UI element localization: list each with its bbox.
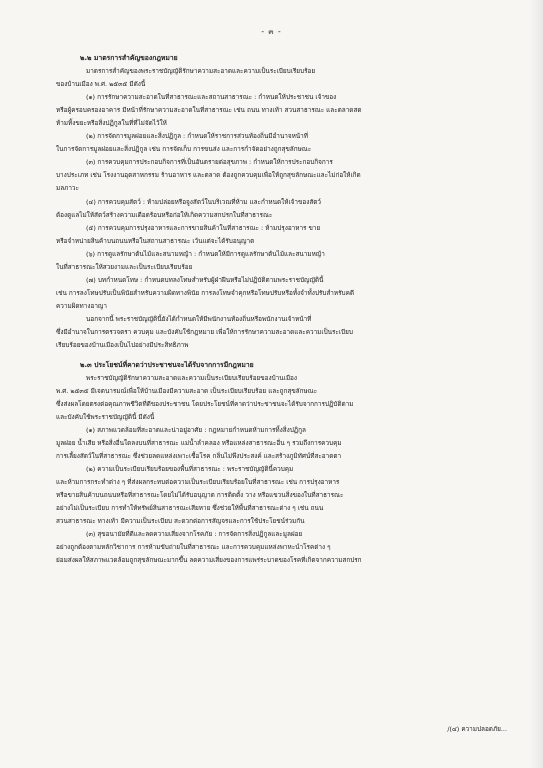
list-item-line: ย่อมส่งผลให้สภาพแวดล้อมถูกสุขลักษณะมากขึ้น ลดความเสี่ยงของการแพร่ระบาดของโรคที่เกิดจากความสกปรก [56, 556, 362, 565]
paragraph-line: พระราชบัญญัติรักษาความสะอาดและความเป็นระเบียบเรียบร้อยของบ้านเมือง [86, 373, 297, 382]
list-item-line: หรือจำหน่ายสินค้าบนถนนหรือในสถานสาธารณะ เว้นแต่จะได้รับอนุญาต [56, 236, 255, 245]
list-item-line: ต้องดูแลไม่ให้สัตว์สร้างความเดือดร้อนหรือก่อให้เกิดความสกปรกในที่สาธารณะ [56, 210, 273, 219]
list-item-line: บางประเภท เช่น โรงงานอุตสาหกรรม ร้านอาหาร และตลาด ต้องถูกควบคุมเพื่อให้ถูกสุขลักษณะและไม่ก่อให้เกิด [56, 171, 361, 180]
list-item-line: ความผิดทางอาญา [56, 301, 107, 310]
list-item-line: มลภาวะ [56, 184, 79, 193]
continuation-note: /(๔) ความปลอดภัย... [447, 725, 507, 733]
list-item-line: (๓) สุขอนามัยที่ดีและลดความเสี่ยงจากโรคภัย : การจัดการสิ่งปฏิกูลและมูลฝอย [86, 530, 303, 539]
list-item-line: (๗) บทกำหนดโทษ : กำหนดบทลงโทษสำหรับผู้ฝ่าฝืนหรือไม่ปฏิบัติตามพระราชบัญญัตินี้ [86, 275, 324, 284]
list-item-line: สวนสาธารณะ ทางเท้า มีความเป็นระเบียบ สะดวกต่อการสัญจรและการใช้ประโยชน์ร่วมกัน [56, 517, 305, 526]
paragraph-line: พ.ศ. ๒๕๓๕ มีเจตนารมณ์เพื่อให้บ้านเมืองมีความสะอาด เป็นระเบียบเรียบร้อย และถูกสุขลักษณะ [56, 386, 318, 395]
list-item-line: และห้ามการกระทำต่าง ๆ ที่ส่งผลกระทบต่อความเป็นระเบียบเรียบร้อยในที่สาธารณะ เช่น การปรุงอาหาร [56, 478, 340, 486]
paragraph-line: เรียบร้อยของบ้านเมืองเป็นไปอย่างมีประสิทธิภาพ [56, 341, 189, 350]
section-heading-2-2: ๒.๒ มาตรการสำคัญของกฎหมาย [80, 54, 178, 62]
paragraph-line: ซึ่งส่งผลโดยตรงต่อคุณภาพชีวิตที่ดีของประชาชน โดยประโยชน์ที่คาดว่าประชาชนจะได้รับจากการปฏิบัติตาม [56, 399, 354, 408]
list-item-line: เช่น การลงโทษปรับเป็นพินัยสำหรับความผิดทางพินัย การลงโทษจำคุกหรือโทษปรับหรือทั้งจำทั้งปรับสำหรับคดี [56, 288, 355, 297]
list-item-line: หรือขายสินค้าบนถนนหรือที่สาธารณะโดยไม่ได้รับอนุญาต การติดตั้ง วาง หรือแขวนสิ่งของในที่สาธารณะ [56, 491, 344, 500]
list-item-line: (๓) การควบคุมการประกอบกิจการที่เป็นอันตรายต่อสุขภาพ : กำหนดให้การประกอบกิจการ [86, 158, 333, 167]
list-item-line: (๖) การดูแลรักษาต้นไม้และสนามหญ้า : กำหนดให้มีการดูแลรักษาต้นไม้และสนามหญ้า [86, 249, 325, 258]
paragraph-line: ของบ้านเมือง พ.ศ. ๒๕๓๕ มีดังนี้ [56, 80, 146, 89]
list-item-line: (๒) ความเป็นระเบียบเรียบร้อยของพื้นที่สาธารณะ : พระราชบัญญัตินี้ควบคุม [86, 464, 294, 473]
list-item-line: การเลี้ยงสัตว์ในที่สาธารณะ ซึ่งช่วยลดแหล่งเพาะเชื้อโรค กลิ่นไม่พึงประสงค์ และสร้างภูมิทัศน์ที่สะอาดตา [56, 451, 342, 460]
page-number: - ๓ - [261, 27, 282, 36]
paragraph-line: นอกจากนี้ พระราชบัญญัตินี้ยังได้กำหนดให้มีพนักงานท้องถิ่นหรือพนักงานเจ้าหน้าที่ [86, 314, 312, 323]
list-item-line: ห้ามทิ้งขยะหรือสิ่งปฏิกูลในที่ที่ไม่จัดไว้ให้ [56, 119, 167, 128]
list-item-line: (๔) การควบคุมสัตว์ : ห้ามปล่อยหรือจูงสัตว์ในบริเวณที่ห้าม และกำหนดให้เจ้าของสัตว์ [86, 197, 321, 206]
list-item-line: (๑) สภาพแวดล้อมที่สะอาดและน่าอยู่อาศัย : กฎหมายกำหนดห้ามการทิ้งสิ่งปฏิกูล [86, 425, 306, 434]
document-body [56, 52, 508, 567]
list-item-line: ในการจัดการมูลฝอยและสิ่งปฏิกูล เช่น การจัดเก็บ การขนส่ง และการกำจัดอย่างถูกสุขลักษณะ [56, 145, 312, 154]
paragraph-line: มาตรการสำคัญของพระราชบัญญัติรักษาความสะอาดและความเป็นระเบียบเรียบร้อย [86, 67, 316, 76]
list-item-line: ในที่สาธารณะให้สวยงามและเป็นระเบียบเรียบร้อย [56, 262, 193, 271]
list-item-line: (๕) การควบคุมการปรุงอาหารและการขายสินค้าในที่สาธารณะ : ห้ามปรุงอาหาร ขาย [86, 223, 321, 232]
section-heading-2-3: ๒.๓ ประโยชน์ที่คาดว่าประชาชนจะได้รับจากการมีกฎหมาย [80, 360, 254, 369]
list-item-line: อย่างไม่เป็นระเบียบ การทำให้ทรัพย์สินสาธารณะเสียหาย ซึ่งช่วยให้พื้นที่สาธารณะต่าง ๆ เช่น ถนน [56, 504, 324, 513]
list-item-line: (๒) การจัดการมูลฝอยและสิ่งปฏิกูล : กำหนดให้ราชการส่วนท้องถิ่นมีอำนาจหน้าที่ [86, 132, 308, 141]
list-item-line: (๑) การรักษาความสะอาดในที่สาธารณะและสถานสาธารณะ : กำหนดให้ประชาชน เจ้าของ [86, 93, 337, 102]
list-item-line: มูลฝอย น้ำเสีย หรือสิ่งอื่นใดลงบนที่สาธารณะ แม่น้ำลำคลอง หรือแหล่งสาธารณะอื่น ๆ รวมถึงการควบคุม [56, 438, 342, 447]
list-item-line: หรือผู้ครอบครองอาคาร มีหน้าที่รักษาความสะอาดในที่สาธารณะ เช่น ถนน ทางเท้า สวนสาธารณะ และตลาดสด [56, 106, 362, 115]
list-item-line: อย่างถูกต้องตามหลักวิชาการ การห้ามขับถ่ายในที่สาธารณะ และการควบคุมแหล่งพาหะนำโรคต่าง ๆ [56, 543, 331, 552]
paragraph-line: ซึ่งมีอำนาจในการตรวจตรา ควบคุม และบังคับใช้กฎหมาย เพื่อให้การรักษาความสะอาดและความเป็นระเบียบ [56, 327, 353, 336]
paragraph-line: และบังคับใช้พระราชบัญญัตินี้ มีดังนี้ [56, 412, 155, 421]
